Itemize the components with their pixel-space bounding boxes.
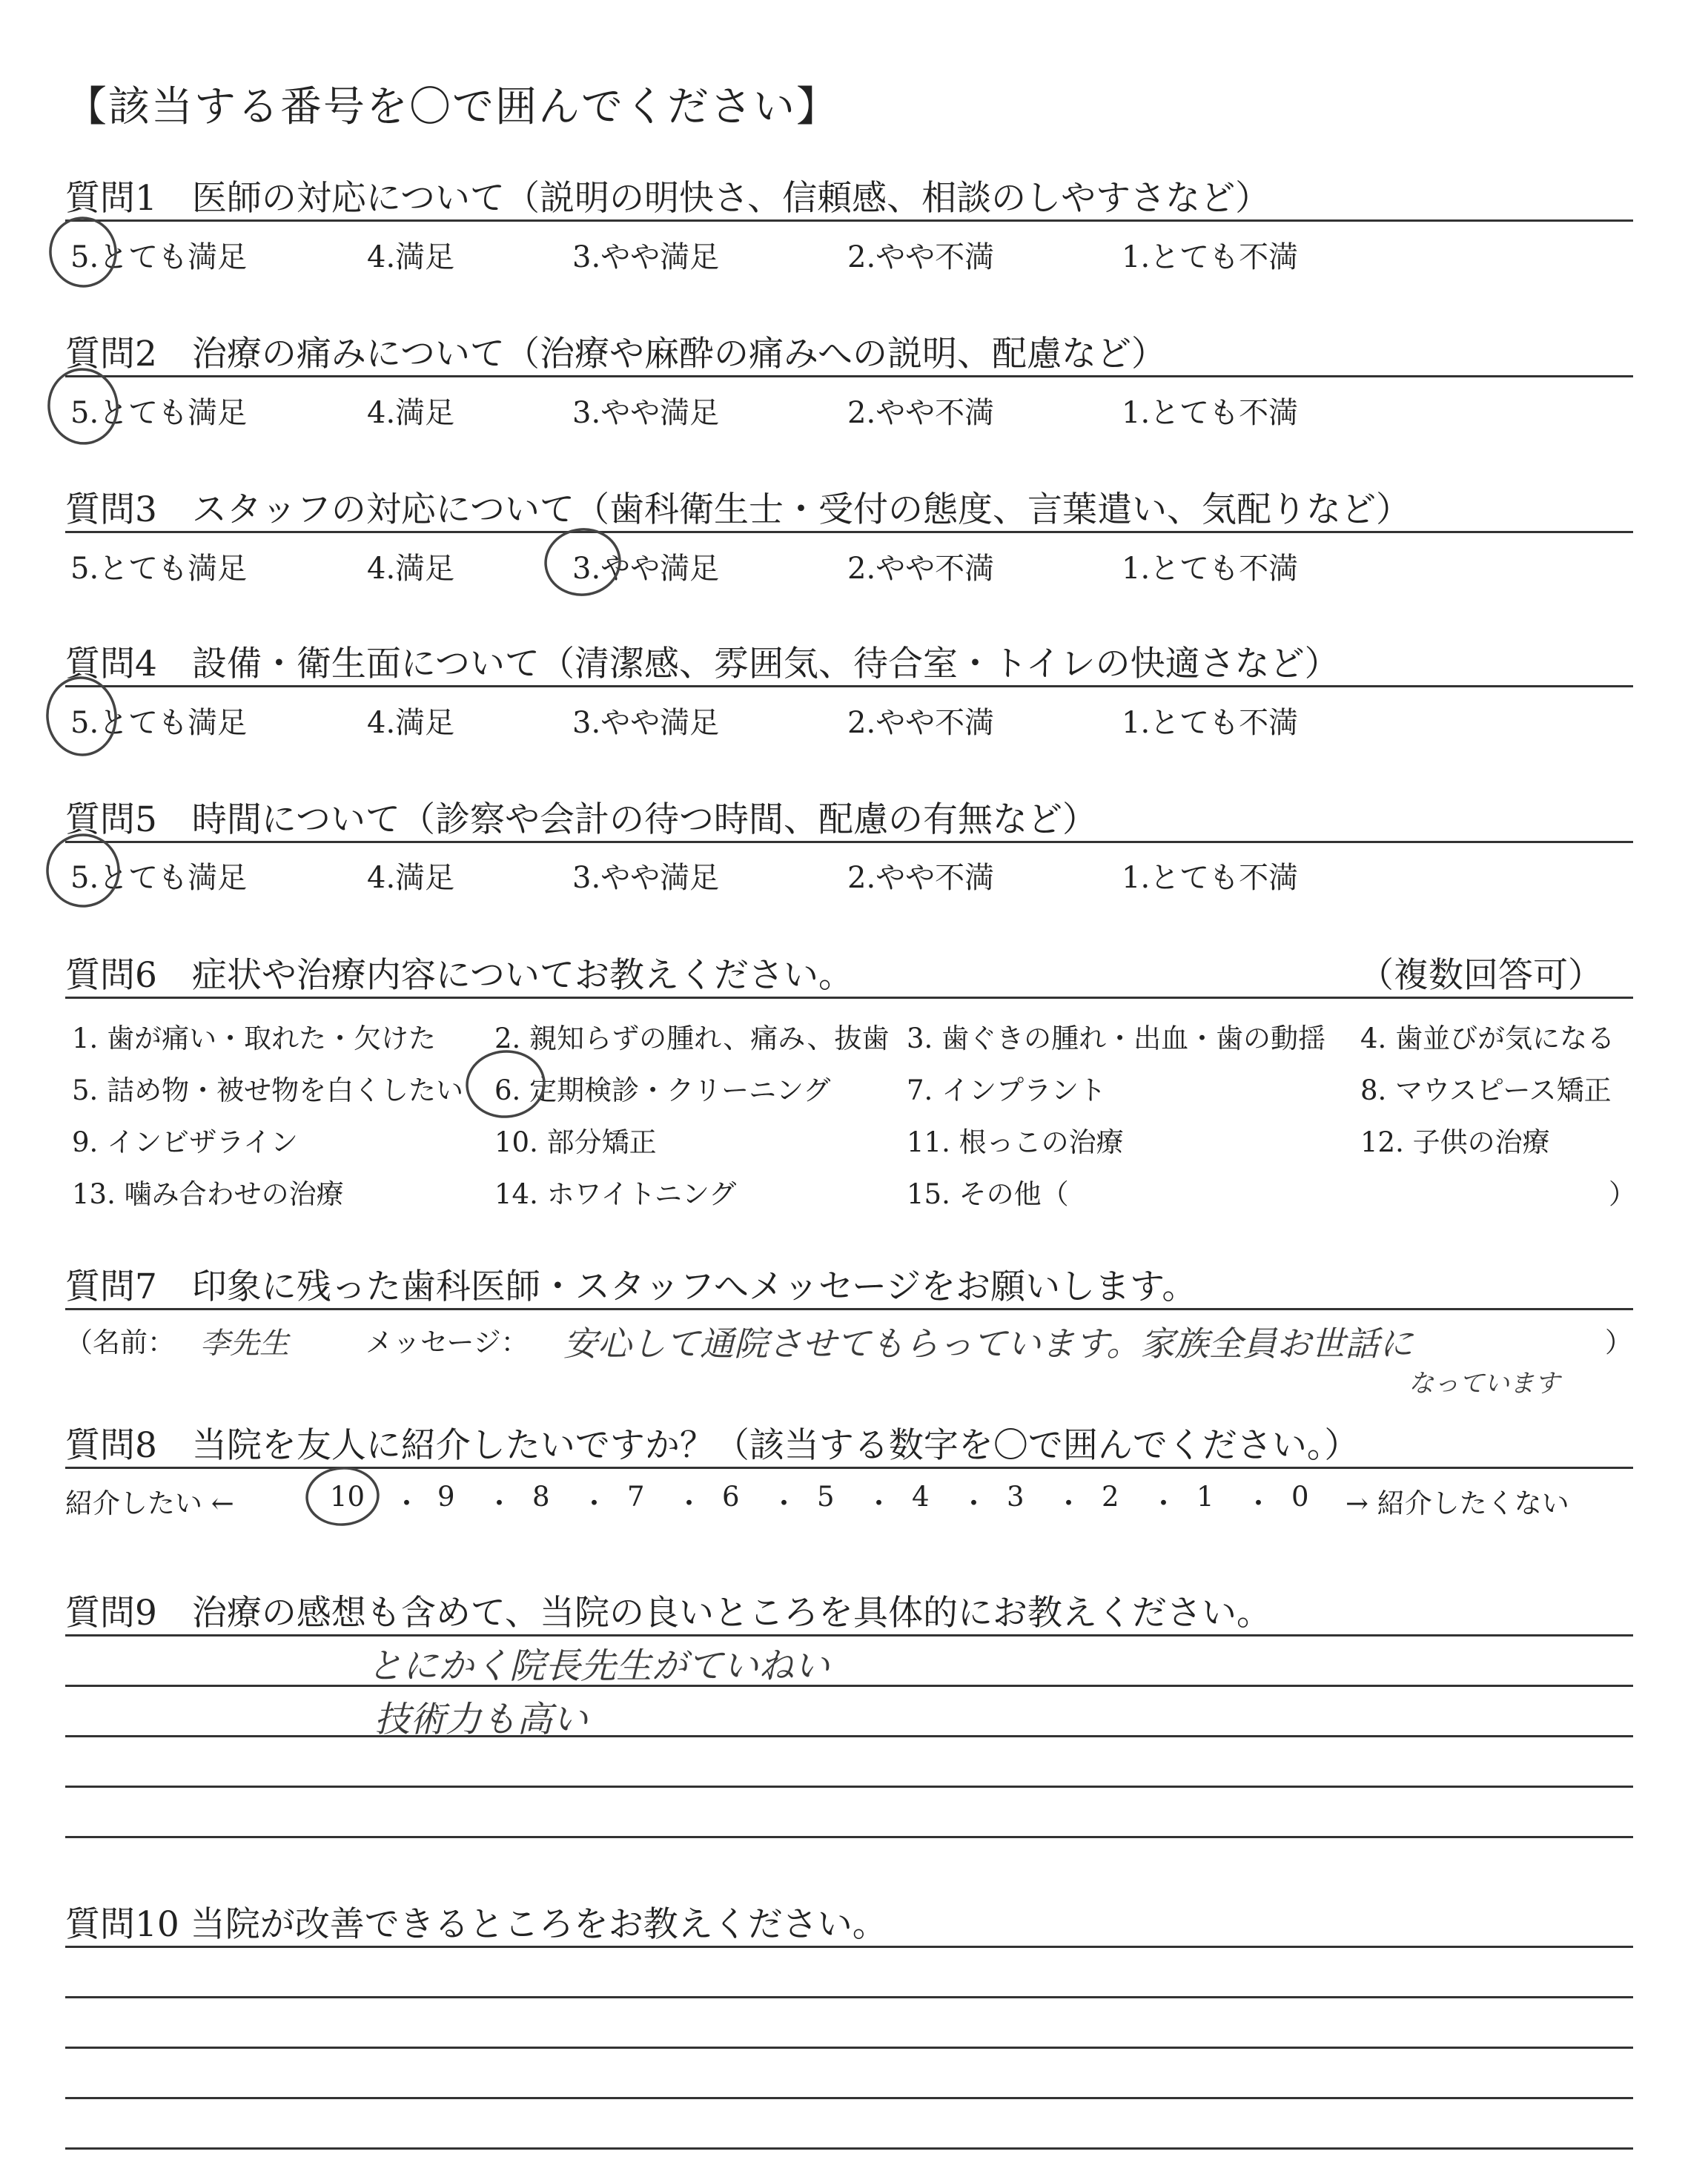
q8-score-0[interactable]: 0 [1291, 1481, 1309, 1513]
q6-option-15[interactable]: 15. その他（ [907, 1178, 1069, 1210]
q9-answer-line-4 [65, 1786, 1633, 1788]
q6-option-11[interactable]: 11. 根っこの治療 [907, 1126, 1124, 1158]
q7-message-label: メッセージ： [365, 1327, 529, 1358]
q3-option-4[interactable]: 4.満足 [367, 552, 455, 586]
question-1-title: 質問1 医師の対応について（説明の明快さ、信頼感、相談のしやすさなど） [65, 178, 1271, 219]
q6-option-4[interactable]: 4. 歯並びが気になる [1360, 1023, 1615, 1054]
question-2-title: 質問2 治療の痛みについて（治療や麻酔の痛みへの説明、配慮など） [65, 334, 1167, 374]
q6-option-8[interactable]: 8. マウスピース矯正 [1360, 1074, 1612, 1106]
q9-answer-line-2 [65, 1685, 1633, 1687]
q3-option-2[interactable]: 2.やや不満 [847, 552, 995, 586]
q2-option-5[interactable]: 5.とても満足 [70, 396, 248, 430]
question-6-rule [65, 997, 1633, 999]
q4-option-3[interactable]: 3.やや満足 [572, 706, 720, 740]
q10-answer-line-4 [65, 2097, 1633, 2099]
q8-right-label: → 紹介したくない [1345, 1487, 1569, 1519]
q9-answer-line-5 [65, 1836, 1633, 1838]
question-1-rule [65, 219, 1633, 222]
q5-option-5[interactable]: 5.とても満足 [70, 861, 248, 895]
q8-dot: ・ [770, 1487, 798, 1519]
q6-option-9[interactable]: 9. インビザライン [72, 1126, 298, 1158]
q8-score-4[interactable]: 4 [912, 1481, 930, 1513]
q2-option-3[interactable]: 3.やや満足 [572, 396, 720, 430]
q10-answer-line-1 [65, 1946, 1633, 1948]
q8-dot: ・ [1150, 1487, 1177, 1519]
q6-option-2[interactable]: 2. 親知らずの腫れ、痛み、抜歯 [494, 1023, 890, 1054]
question-6-title: 質問6 症状や治療内容についてお教えください。 [65, 955, 853, 996]
q1-option-2[interactable]: 2.やや不満 [847, 240, 995, 274]
q3-option-1[interactable]: 1.とても不満 [1122, 552, 1299, 586]
q5-option-2[interactable]: 2.やや不満 [847, 861, 995, 895]
q6-option-5[interactable]: 5. 詰め物・被せ物を白くしたい [72, 1074, 464, 1106]
q6-option-15-close: ） [1609, 1178, 1636, 1210]
question-5-title: 質問5 時間について（診察や会計の待つ時間、配慮の有無など） [65, 799, 1097, 840]
q1-option-1[interactable]: 1.とても不満 [1122, 240, 1299, 274]
q8-dot: ・ [865, 1487, 893, 1519]
q8-left-label: 紹介したい ← [65, 1487, 234, 1519]
question-10-title: 質問10 当院が改善できるところをお教えください。 [65, 1904, 887, 1945]
q3-option-5[interactable]: 5.とても満足 [70, 552, 248, 586]
q2-option-2[interactable]: 2.やや不満 [847, 396, 995, 430]
q9-answer-text-1[interactable]: とにかく院長先生がていねい [367, 1645, 830, 1687]
q8-score-3[interactable]: 3 [1007, 1481, 1025, 1513]
question-2-rule [65, 375, 1633, 377]
q6-option-7[interactable]: 7. インプラント [907, 1074, 1107, 1106]
q1-option-5[interactable]: 5.とても満足 [70, 240, 248, 274]
q8-score-1[interactable]: 1 [1196, 1481, 1214, 1513]
q6-option-6[interactable]: 6. 定期検診・クリーニング [494, 1074, 831, 1106]
q6-option-14[interactable]: 14. ホワイトニング [494, 1178, 737, 1210]
q2-option-1[interactable]: 1.とても不満 [1122, 396, 1299, 430]
q8-score-10[interactable]: 10 [330, 1481, 365, 1513]
form-heading: 【該当する番号を〇で囲んでください】 [65, 83, 839, 131]
q8-score-6[interactable]: 6 [722, 1481, 740, 1513]
question-7-title: 質問7 印象に残った歯科医師・スタッフへメッセージをお願いします。 [65, 1266, 1197, 1307]
q7-close-paren: ） [1605, 1327, 1632, 1358]
q4-option-2[interactable]: 2.やや不満 [847, 706, 995, 740]
q10-answer-line-5 [65, 2147, 1633, 2150]
q4-option-5[interactable]: 5.とても満足 [70, 706, 248, 740]
question-8-rule [65, 1467, 1633, 1469]
q8-dot: ・ [580, 1487, 608, 1519]
q5-option-1[interactable]: 1.とても不満 [1122, 861, 1299, 895]
q9-answer-line-3 [65, 1735, 1633, 1737]
q2-option-4[interactable]: 4.満足 [367, 396, 455, 430]
q10-answer-line-2 [65, 1996, 1633, 1998]
q4-option-1[interactable]: 1.とても不満 [1122, 706, 1299, 740]
q3-option-3[interactable]: 3.やや満足 [572, 552, 720, 586]
q8-dot: ・ [675, 1487, 703, 1519]
question-5-rule [65, 841, 1633, 843]
q8-dot: ・ [1055, 1487, 1082, 1519]
q8-dot: ・ [1245, 1487, 1272, 1519]
q1-option-3[interactable]: 3.やや満足 [572, 240, 720, 274]
q5-option-3[interactable]: 3.やや満足 [572, 861, 720, 895]
q8-score-2[interactable]: 2 [1102, 1481, 1119, 1513]
q8-score-7[interactable]: 7 [627, 1481, 645, 1513]
question-6-note: （複数回答可） [1359, 955, 1603, 996]
q8-dot: ・ [960, 1487, 987, 1519]
question-8-title: 質問8 当院を友人に紹介したいですか？（該当する数字を〇で囲んでください。） [65, 1425, 1360, 1466]
q6-option-3[interactable]: 3. 歯ぐきの腫れ・出血・歯の動揺 [907, 1023, 1326, 1054]
q8-dot: ・ [393, 1487, 420, 1519]
q8-dot: ・ [486, 1487, 513, 1519]
question-4-rule [65, 685, 1633, 687]
q7-message-value[interactable]: 安心して通院させてもらっています。家族全員お世話に [563, 1324, 1414, 1364]
q7-name-value[interactable]: 李先生 [200, 1327, 289, 1361]
question-9-title: 質問9 治療の感想も含めて、当院の良いところを具体的にお教えください。 [65, 1593, 1271, 1634]
q6-option-1[interactable]: 1. 歯が痛い・取れた・欠けた [72, 1023, 437, 1054]
q1-option-4[interactable]: 4.満足 [367, 240, 455, 274]
q9-answer-text-2[interactable]: 技術力も高い [374, 1699, 589, 1740]
q8-score-9[interactable]: 9 [437, 1481, 455, 1513]
q6-option-12[interactable]: 12. 子供の治療 [1360, 1126, 1550, 1158]
q7-message-continuation[interactable]: なっています [1409, 1369, 1560, 1398]
question-7-rule [65, 1308, 1633, 1310]
q7-name-label: （名前： [65, 1327, 175, 1358]
q9-answer-line-1 [65, 1634, 1633, 1636]
question-3-rule [65, 531, 1633, 533]
q6-option-13[interactable]: 13. 噛み合わせの治療 [72, 1178, 344, 1210]
question-3-title: 質問3 スタッフの対応について（歯科衛生士・受付の態度、言葉遣い、気配りなど） [65, 489, 1411, 530]
q5-option-4[interactable]: 4.満足 [367, 861, 455, 895]
question-4-title: 質問4 設備・衛生面について（清潔感、雰囲気、待合室・トイレの快適さなど） [65, 644, 1340, 684]
q10-answer-line-3 [65, 2047, 1633, 2049]
q6-option-10[interactable]: 10. 部分矯正 [494, 1126, 657, 1158]
q4-option-4[interactable]: 4.満足 [367, 706, 455, 740]
q8-score-5[interactable]: 5 [817, 1481, 835, 1513]
q8-score-8[interactable]: 8 [532, 1481, 550, 1513]
